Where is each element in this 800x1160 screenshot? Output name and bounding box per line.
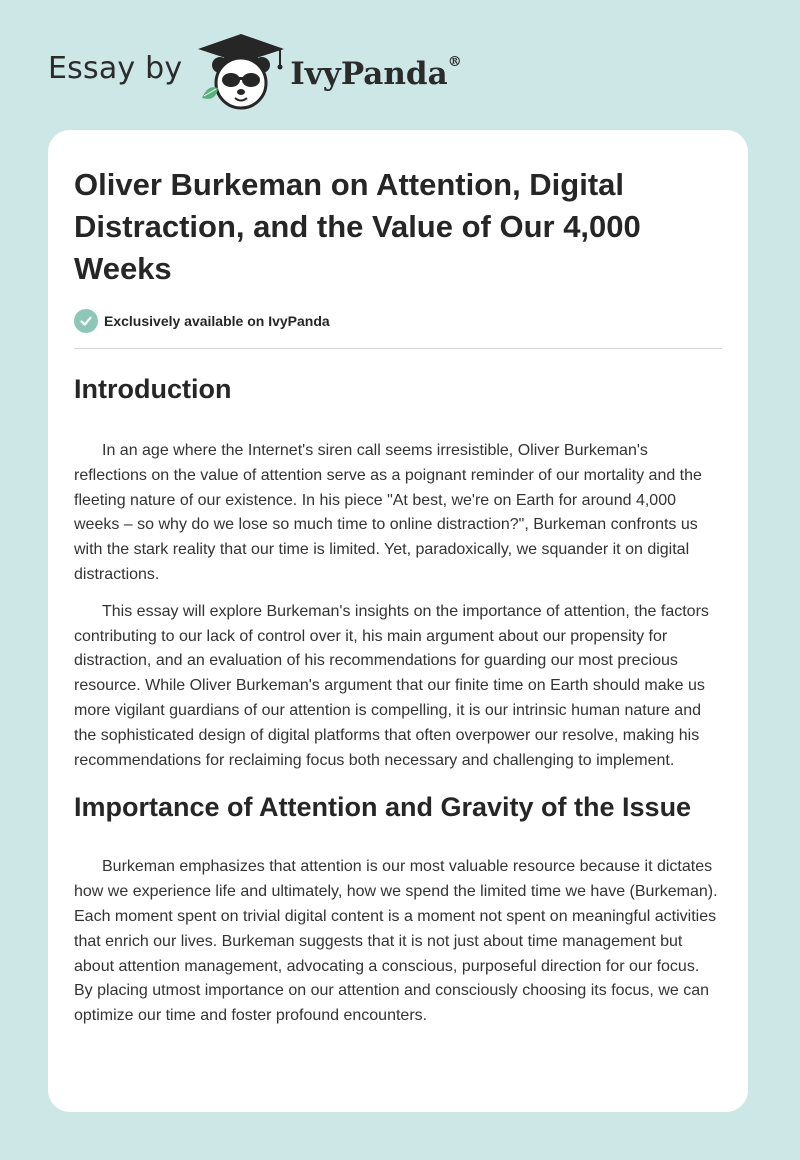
essay-title: Oliver Burkeman on Attention, Digital Distraction, and the Value of Our 4,000 Weeks — [74, 167, 641, 286]
section-heading-importance: Importance of Attention and Gravity of the Issue — [74, 792, 692, 823]
availability-text: Exclusively available on IvyPanda — [104, 313, 330, 329]
brand-prefix: Essay by — [48, 50, 183, 86]
paragraph: Burkeman emphasizes that attention is our most valuable resource because it dictates how we experience life and ultimately, how we spend the limited time we have (Burkeman). Each moment spent on trivial digital content is a moment not spent on meaningful activities that enrich our lives. Burkeman suggests that it is not just about time management but about attention management, advocating a conscious, purposeful direction for our focus. By placing utmost importance on our attention and consciously choosing its focus, we can optimize our time and foster profound encounters. — [74, 858, 718, 1025]
availability-badge — [74, 308, 722, 334]
paragraph: This essay will explore Burkeman's insights on the importance of attention, the factors contributing to our lack of control over it, his main argument about our propensity for distraction, and an evaluation of his recommendations for guarding our most precious resource. While Oliver Burkeman's argument that our finite time on Earth should make us more vigilant guardians of our attention is compelling, it is our intrinsic human nature and the sophisticated design of digital platforms that often overpower our resolve, making his recommendations for reclaiming focus both necessary and challenging to implement. — [74, 602, 709, 769]
title-divider — [74, 348, 722, 349]
check-circle-icon — [74, 309, 98, 333]
panda-graduate-icon[interactable] — [196, 32, 286, 112]
essay-card — [48, 130, 748, 1112]
site-header — [48, 32, 462, 112]
section-heading-introduction: Introduction — [74, 374, 232, 404]
paragraph: In an age where the Internet's siren call seems irresistible, Oliver Burkeman's reflections on the value of attention serve as a poignant reminder of our mortality and the fleeting nature of our existence. In his piece "At best, we're on Earth for around 4,000 weeks – so why do we lose so much time to online distraction?", Burkeman confronts us with the stark reality that our time is limited. Yet, paradoxically, we squander it on digital distractions. — [74, 442, 702, 583]
brand-name[interactable]: IvyPanda® — [290, 54, 462, 92]
registered-mark: ® — [447, 54, 462, 70]
